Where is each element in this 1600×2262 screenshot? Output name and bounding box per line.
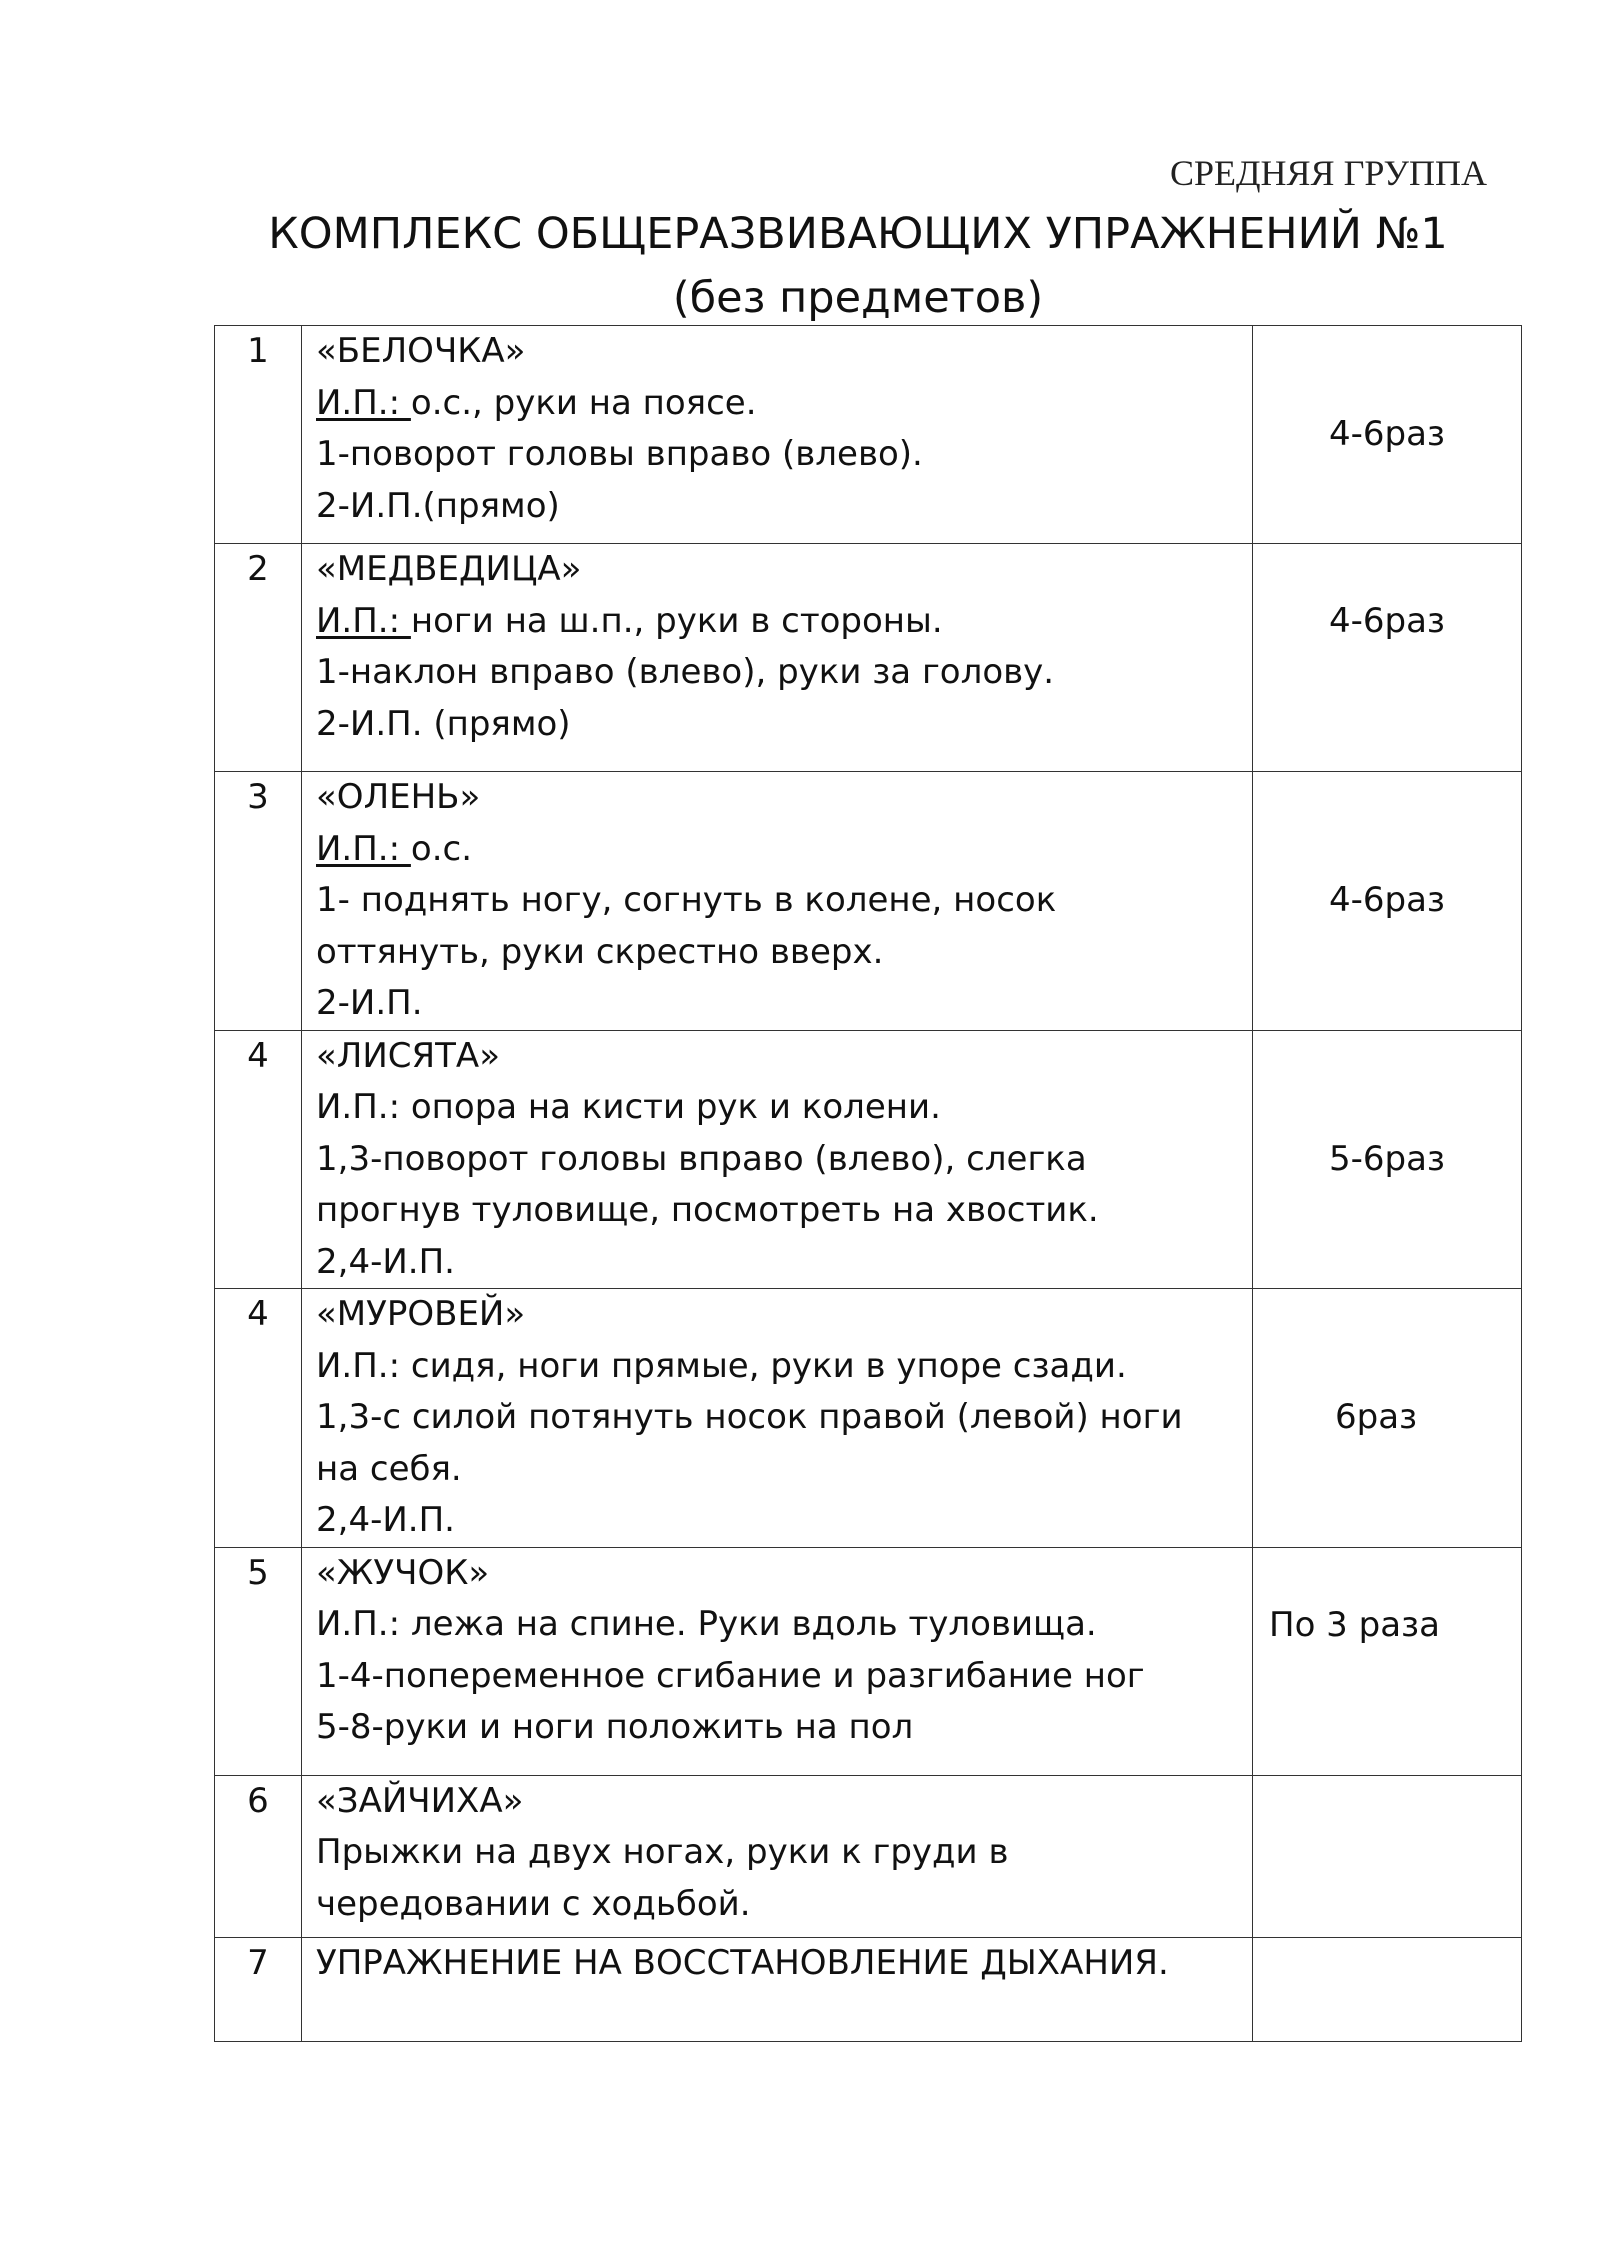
step-line: 1,3-с силой потянуть носок правой (левой) ноги [316, 1397, 1183, 1437]
exercise-name: «ЖУЧОК» [316, 1552, 490, 1593]
exercise-row [215, 1289, 1522, 1548]
exercise-number: 5 [215, 1547, 302, 1775]
step-line: 2-И.П. [316, 983, 423, 1023]
exercise-name: «МУРОВЕЙ» [316, 1294, 526, 1334]
exercise-dose: 4-6раз [1253, 326, 1522, 544]
start-position-label: И.П.: [316, 828, 411, 869]
exercise-number: 3 [215, 772, 302, 1031]
exercise-description [302, 1030, 1253, 1289]
exercise-description [302, 1547, 1253, 1775]
exercise-number: 7 [215, 1937, 302, 2041]
title-line-2: (без предметов) [672, 273, 1044, 323]
exercise-number: 2 [215, 544, 302, 772]
exercise-name: «ЗАЙЧИХА» [316, 1780, 524, 1821]
exercise-dose [1253, 1937, 1522, 2041]
exercise-name: УПРАЖНЕНИЕ НА ВОССТАНОВЛЕНИЕ ДЫХАНИЯ. [316, 1942, 1169, 1983]
start-position [316, 378, 1238, 430]
exercise-number: 4 [215, 1289, 302, 1548]
exercise-row [215, 544, 1522, 772]
step-line: прогнув туловище, посмотреть на хвостик. [316, 1190, 1099, 1230]
exercise-dose: 4-6раз [1253, 772, 1522, 1031]
group-label: СРЕДНЯЯ ГРУППА [1169, 153, 1487, 193]
exercise-number: 6 [215, 1775, 302, 1937]
start-position: И.П.: опора на кисти рук и колени. [316, 1087, 941, 1127]
exercise-description [302, 772, 1253, 1031]
exercise-dose: 4-6раз [1253, 544, 1522, 772]
exercise-row [215, 1937, 1522, 2041]
step-line: чередовании с ходьбой. [316, 1883, 751, 1924]
step-line: оттянуть, руки скрестно вверх. [316, 931, 884, 972]
exercise-dose: 6раз [1253, 1289, 1522, 1548]
exercise-dose [1253, 1775, 1522, 1937]
start-position-text: о.с. [410, 828, 473, 869]
exercise-number: 1 [215, 326, 302, 544]
start-position [316, 824, 1238, 876]
document-title [0, 202, 1600, 330]
start-position-label: И.П.: [316, 382, 411, 423]
start-position [316, 596, 1238, 648]
exercise-table [214, 325, 1522, 2042]
exercise-name: «ОЛЕНЬ» [316, 777, 481, 817]
exercise-dose: 5-6раз [1253, 1030, 1522, 1289]
start-position: И.П.: лежа на спине. Руки вдоль туловища. [316, 1604, 1097, 1644]
exercise-number: 4 [215, 1030, 302, 1289]
exercise-description [302, 1937, 1253, 2041]
step-line: на себя. [316, 1448, 462, 1489]
exercise-dose: По 3 раза [1253, 1547, 1522, 1775]
exercise-name: «МЕДВЕДИЦА» [316, 549, 582, 589]
exercise-description [302, 1775, 1253, 1937]
step-line: 1- поднять ногу, согнуть в колене, носок [316, 880, 1057, 920]
exercise-row [215, 1775, 1522, 1937]
exercise-row [215, 1030, 1522, 1289]
start-position-text: о.с., руки на поясе. [410, 382, 757, 423]
start-position-text: ноги на ш.п., руки в стороны. [410, 600, 943, 641]
step-line: 5-8-руки и ноги положить на пол [316, 1707, 914, 1747]
step-line: 2-И.П.(прямо) [316, 485, 560, 526]
step-line: 2,4-И.П. [316, 1500, 455, 1540]
exercise-description [302, 326, 1253, 544]
exercise-name: «БЕЛОЧКА» [316, 331, 526, 371]
step-line: 1-4-попеременное сгибание и разгибание ног [316, 1655, 1145, 1696]
step-line: 1-поворот головы вправо (влево). [316, 434, 923, 474]
start-position-label: И.П.: [316, 600, 411, 641]
exercise-row [215, 326, 1522, 544]
step-line: 2,4-И.П. [316, 1241, 455, 1282]
step-line: 2-И.П. (прямо) [316, 703, 571, 744]
step-line: 1,3-поворот головы вправо (влево), слегка [316, 1138, 1087, 1179]
step-line: 1-наклон вправо (влево), руки за голову. [316, 652, 1055, 692]
exercise-description [302, 1289, 1253, 1548]
title-line-1: КОМПЛЕКС ОБЩЕРАЗВИВАЮЩИХ УПРАЖНЕНИЙ №1 [268, 209, 1448, 259]
exercise-name: «ЛИСЯТА» [316, 1035, 500, 1076]
start-position: И.П.: сидя, ноги прямые, руки в упоре сзади. [316, 1345, 1127, 1386]
step-line: Прыжки на двух ногах, руки к груди в [316, 1832, 1009, 1872]
exercise-row [215, 1547, 1522, 1775]
exercise-row [215, 772, 1522, 1031]
exercise-description [302, 544, 1253, 772]
